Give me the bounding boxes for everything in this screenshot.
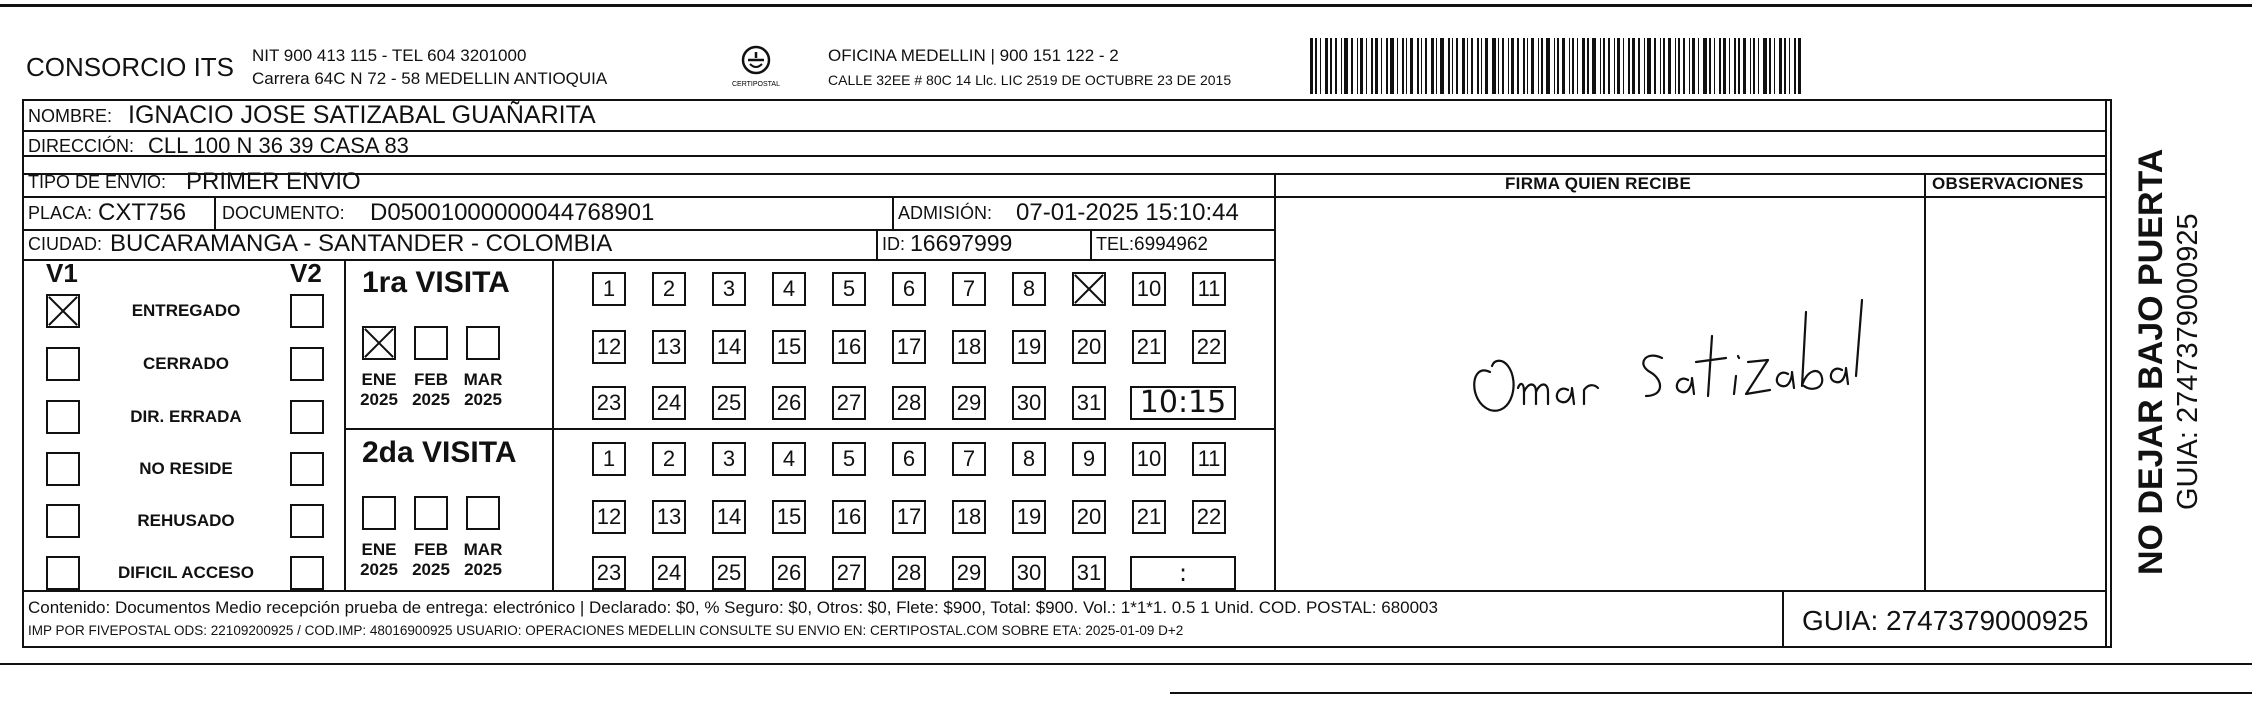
nombre-value: IGNACIO JOSE SATIZABAL GUAÑARITA [128, 101, 596, 129]
no-dejar-bajo-puerta: NO DEJAR BAJO PUERTA [2132, 148, 2170, 575]
day-box[interactable]: 16 [832, 330, 866, 364]
day-box[interactable]: 12 [592, 330, 626, 364]
v1-checkbox[interactable] [46, 452, 80, 486]
top-cut-line [0, 4, 2252, 7]
day-box[interactable]: 29 [952, 556, 986, 590]
documento-value: D05001000000044768901 [370, 199, 655, 226]
day-box[interactable]: 18 [952, 500, 986, 534]
day-box[interactable]: 3 [712, 272, 746, 306]
day-box[interactable]: 25 [712, 556, 746, 590]
office-line: OFICINA MEDELLIN | 900 151 122 - 2 [828, 46, 1119, 65]
day-box[interactable]: 24 [652, 556, 686, 590]
nombre-label: NOMBRE: [28, 106, 113, 126]
status-label: ENTREGADO [131, 301, 241, 320]
v2-label: V2 [290, 258, 322, 288]
v1-checkbox[interactable] [46, 347, 80, 381]
license-line: CALLE 32EE # 80C 14 Llc. LIC 2519 DE OCTUBRE 23 DE 2015 [828, 72, 1232, 88]
day-box[interactable]: 23 [592, 386, 626, 420]
month-checkbox[interactable] [414, 326, 448, 360]
direccion-label: DIRECCIÓN: [28, 136, 135, 156]
day-box[interactable]: 2 [652, 442, 686, 476]
day-box[interactable]: 31 [1072, 386, 1106, 420]
day-box[interactable]: 10 [1132, 442, 1166, 476]
day-box[interactable]: 4 [772, 442, 806, 476]
day-box[interactable]: 14 [712, 500, 746, 534]
guia-side: GUIA: 2747379000925 [2172, 213, 2204, 510]
day-box[interactable]: 7 [952, 272, 986, 306]
day-box[interactable]: 23 [592, 556, 626, 590]
v1-checkbox[interactable] [46, 294, 80, 328]
day-box[interactable]: 18 [952, 330, 986, 364]
month-label: MAR 2025 [463, 370, 503, 409]
v2-checkbox[interactable] [290, 556, 324, 590]
handwritten-signature [1450, 292, 1870, 432]
contenido-line: Contenido: Documentos Medio recepción prueba de entrega: electrónico | Declarado: $0, % Seguro: $0, Otros: $0, Flete: $900, Total: $900. Vol.: 1*1*1. 0.5 1 Unid. COD. POSTAL: 680003 [28, 598, 1438, 617]
time-box[interactable]: 10:15 [1130, 386, 1236, 420]
company-name: CONSORCIO ITS [26, 52, 235, 82]
v1-checkbox[interactable] [46, 556, 80, 590]
day-box[interactable]: 20 [1072, 330, 1106, 364]
month-checkbox[interactable] [362, 326, 396, 360]
day-box[interactable]: 16 [832, 500, 866, 534]
ciudad-label: CIUDAD: [28, 234, 103, 254]
v2-checkbox[interactable] [290, 347, 324, 381]
direccion-value: CLL 100 N 36 39 CASA 83 [148, 133, 409, 158]
day-box[interactable]: 9 [1072, 442, 1106, 476]
day-box[interactable]: 19 [1012, 500, 1046, 534]
day-box[interactable]: 28 [892, 386, 926, 420]
v1-label: V1 [46, 258, 78, 288]
observaciones-label: OBSERVACIONES [1932, 174, 2084, 193]
tel-value: 6994962 [1134, 234, 1208, 255]
month-label: FEB 2025 [412, 370, 450, 409]
month-label: MAR 2025 [463, 540, 503, 579]
day-box[interactable]: 24 [652, 386, 686, 420]
admision-label: ADMISIÓN: [898, 203, 993, 223]
day-box[interactable]: 3 [712, 442, 746, 476]
day-box[interactable]: 21 [1132, 500, 1166, 534]
day-box[interactable]: 15 [772, 330, 806, 364]
day-box[interactable]: 8 [1012, 272, 1046, 306]
imp-line: IMP POR FIVEPOSTAL ODS: 22109200925 / COD.IMP: 48016900925 USUARIO: OPERACIONES MEDELLIN CONSULTE SU ENVIO EN: CERTIPOSTAL.COM SOBRE ETA: 2025-01-09 D+2 [28, 623, 1184, 638]
day-box[interactable]: 27 [832, 386, 866, 420]
day-box[interactable]: 19 [1012, 330, 1046, 364]
time-box[interactable]: : [1130, 556, 1236, 590]
bottom-edge-line [1170, 692, 2252, 694]
day-box[interactable]: 30 [1012, 386, 1046, 420]
documento-label: DOCUMENTO: [222, 203, 345, 223]
day-box[interactable]: 12 [592, 500, 626, 534]
status-label: DIFICIL ACCESO [117, 563, 254, 582]
barcode [1310, 38, 1948, 94]
day-box[interactable]: 17 [892, 330, 926, 364]
v2-checkbox[interactable] [290, 294, 324, 328]
day-box[interactable]: 4 [772, 272, 806, 306]
day-box[interactable]: 13 [652, 330, 686, 364]
day-box[interactable]: 26 [772, 386, 806, 420]
bottom-cut-line [0, 663, 2252, 665]
day-box[interactable]: 13 [652, 500, 686, 534]
month-label: FEB 2025 [412, 540, 450, 579]
day-box[interactable]: 6 [892, 272, 926, 306]
day-box[interactable]: 6 [892, 442, 926, 476]
day-box[interactable]: 30 [1012, 556, 1046, 590]
day-box[interactable]: 11 [1192, 272, 1226, 306]
v1-checkbox[interactable] [46, 504, 80, 538]
svg-text:CERTIPOSTAL: CERTIPOSTAL [732, 81, 780, 88]
placa-value: CXT756 [98, 199, 187, 226]
day-box[interactable] [1072, 272, 1106, 306]
tel-label: TEL: [1096, 234, 1135, 254]
tipo-envio-label: TIPO DE ENVIO: [28, 172, 167, 192]
day-box[interactable]: 17 [892, 500, 926, 534]
address-line: Carrera 64C N 72 - 58 MEDELLIN ANTIOQUIA [252, 69, 608, 88]
month-checkbox[interactable] [466, 326, 500, 360]
day-box[interactable]: 1 [592, 442, 626, 476]
certipostal-logo [726, 44, 786, 94]
day-box[interactable]: 20 [1072, 500, 1106, 534]
id-value: 16697999 [910, 230, 1013, 256]
nit-line: NIT 900 413 115 - TEL 604 3201000 [252, 46, 527, 65]
day-box[interactable]: 5 [832, 442, 866, 476]
admision-value: 07-01-2025 15:10:44 [1016, 199, 1239, 226]
visit-title: 2da VISITA [362, 436, 517, 469]
day-box[interactable]: 31 [1072, 556, 1106, 590]
day-box[interactable]: 28 [892, 556, 926, 590]
firma-label: FIRMA QUIEN RECIBE [1505, 174, 1692, 193]
day-box[interactable]: 27 [832, 556, 866, 590]
month-label: ENE 2025 [360, 370, 398, 409]
month-checkbox[interactable] [466, 496, 500, 530]
day-box[interactable]: 15 [772, 500, 806, 534]
id-label: ID: [882, 234, 906, 254]
day-box[interactable]: 5 [832, 272, 866, 306]
day-box[interactable]: 8 [1012, 442, 1046, 476]
day-box[interactable]: 14 [712, 330, 746, 364]
day-box[interactable]: 11 [1192, 442, 1226, 476]
day-box[interactable]: 26 [772, 556, 806, 590]
day-box[interactable]: 25 [712, 386, 746, 420]
day-box[interactable]: 22 [1192, 330, 1226, 364]
status-label: CERRADO [143, 354, 229, 373]
guia-footer: GUIA: 2747379000925 [1802, 605, 2089, 636]
month-checkbox[interactable] [414, 496, 448, 530]
day-box[interactable]: 7 [952, 442, 986, 476]
visit-title: 1ra VISITA [362, 266, 510, 299]
tipo-envio-value: PRIMER ENVIO [186, 168, 361, 195]
status-label: REHUSADO [137, 511, 235, 530]
day-box[interactable]: 29 [952, 386, 986, 420]
v1-checkbox[interactable] [46, 400, 80, 434]
status-label: DIR. ERRADA [130, 407, 242, 426]
day-box[interactable]: 22 [1192, 500, 1226, 534]
v2-checkbox[interactable] [290, 400, 324, 434]
day-box[interactable]: 10 [1132, 272, 1166, 306]
ciudad-value: BUCARAMANGA - SANTANDER - COLOMBIA [110, 230, 613, 257]
placa-label: PLACA: [28, 203, 93, 223]
day-box[interactable]: 21 [1132, 330, 1166, 364]
month-checkbox[interactable] [362, 496, 396, 530]
month-label: ENE 2025 [360, 540, 398, 579]
day-box[interactable]: 2 [652, 272, 686, 306]
status-label: NO RESIDE [139, 459, 233, 478]
v2-checkbox[interactable] [290, 504, 324, 538]
v2-checkbox[interactable] [290, 452, 324, 486]
day-box[interactable]: 1 [592, 272, 626, 306]
